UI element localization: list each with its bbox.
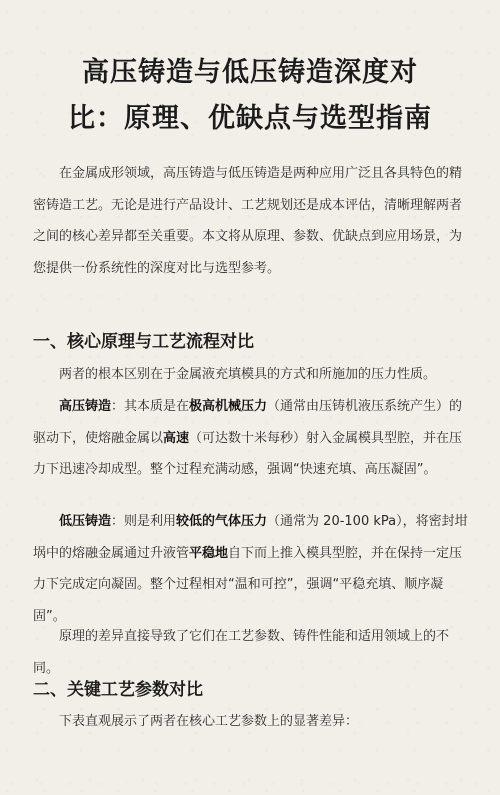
hpdc-text-3: （可达数十米每秒）射入金属模具型腔，并在压力下迅速冷却成型。整个过程充满动感，强调“快速充填、高压凝固”。 [33,430,463,477]
section-2-lead-paragraph: 下表直观展示了两者在核心工艺参数上的显著差异： [59,714,359,729]
hpdc-label: 高压铸造 [59,399,112,414]
hpdc-paragraph [33,391,473,486]
hpdc-emphasis-pressure: 极高机械压力 [189,399,268,414]
section-2-heading: 二、关键工艺参数对比 [33,680,203,700]
section-1-heading: 一、核心原理与工艺流程对比 [33,332,254,352]
article-title-line-1: 高压铸造与低压铸造深度对 [82,57,418,88]
lpdc-text-3: 自下而上推入模具型腔，并在保持一定压力下完成定向凝固。整个过程相对“温和可控”，强调“平稳充填、顺序凝固”。 [33,545,463,624]
hpdc-emphasis-speed: 高速 [163,430,190,446]
section-1-lead-paragraph: 两者的根本区别在于金属液充填模具的方式和所施加的压力性质。 [59,367,437,382]
lpdc-emphasis-smooth: 平稳地 [189,545,229,561]
lpdc-emphasis-pressure: 较低的气体压力 [176,514,268,529]
lpdc-label: 低压铸造 [59,514,112,529]
intro-paragraph: 在金属成形领域，高压铸造与低压铸造是两种应用广泛且各具特色的精密铸造工艺。无论是进行产品设计、工艺规划还是成本评估，清晰理解两者之间的核心差异都至关重要。本文将从原理、参数、优缺点到应用场景，为您提供一份系统性的深度对比与选型参考。 [33,166,463,276]
article-title-line-2: 比：原理、优缺点与选型指南 [68,103,432,134]
lpdc-text-2: （通常为 20-100 kPa），将密封坩埚中的熔融金属通过升液管 [33,514,468,561]
lpdc-text-1: ：则是利用 [111,514,177,529]
hpdc-text-2: （通常由压铸机液压系统产生）的驱动下，使熔融金属以 [33,399,463,446]
section-1-closing-paragraph: 原理的差异直接导致了它们在工艺参数、铸件性能和适用领域上的不同。 [33,629,450,676]
hpdc-text-1: ：其本质是在 [111,399,190,414]
lpdc-paragraph [33,506,473,632]
